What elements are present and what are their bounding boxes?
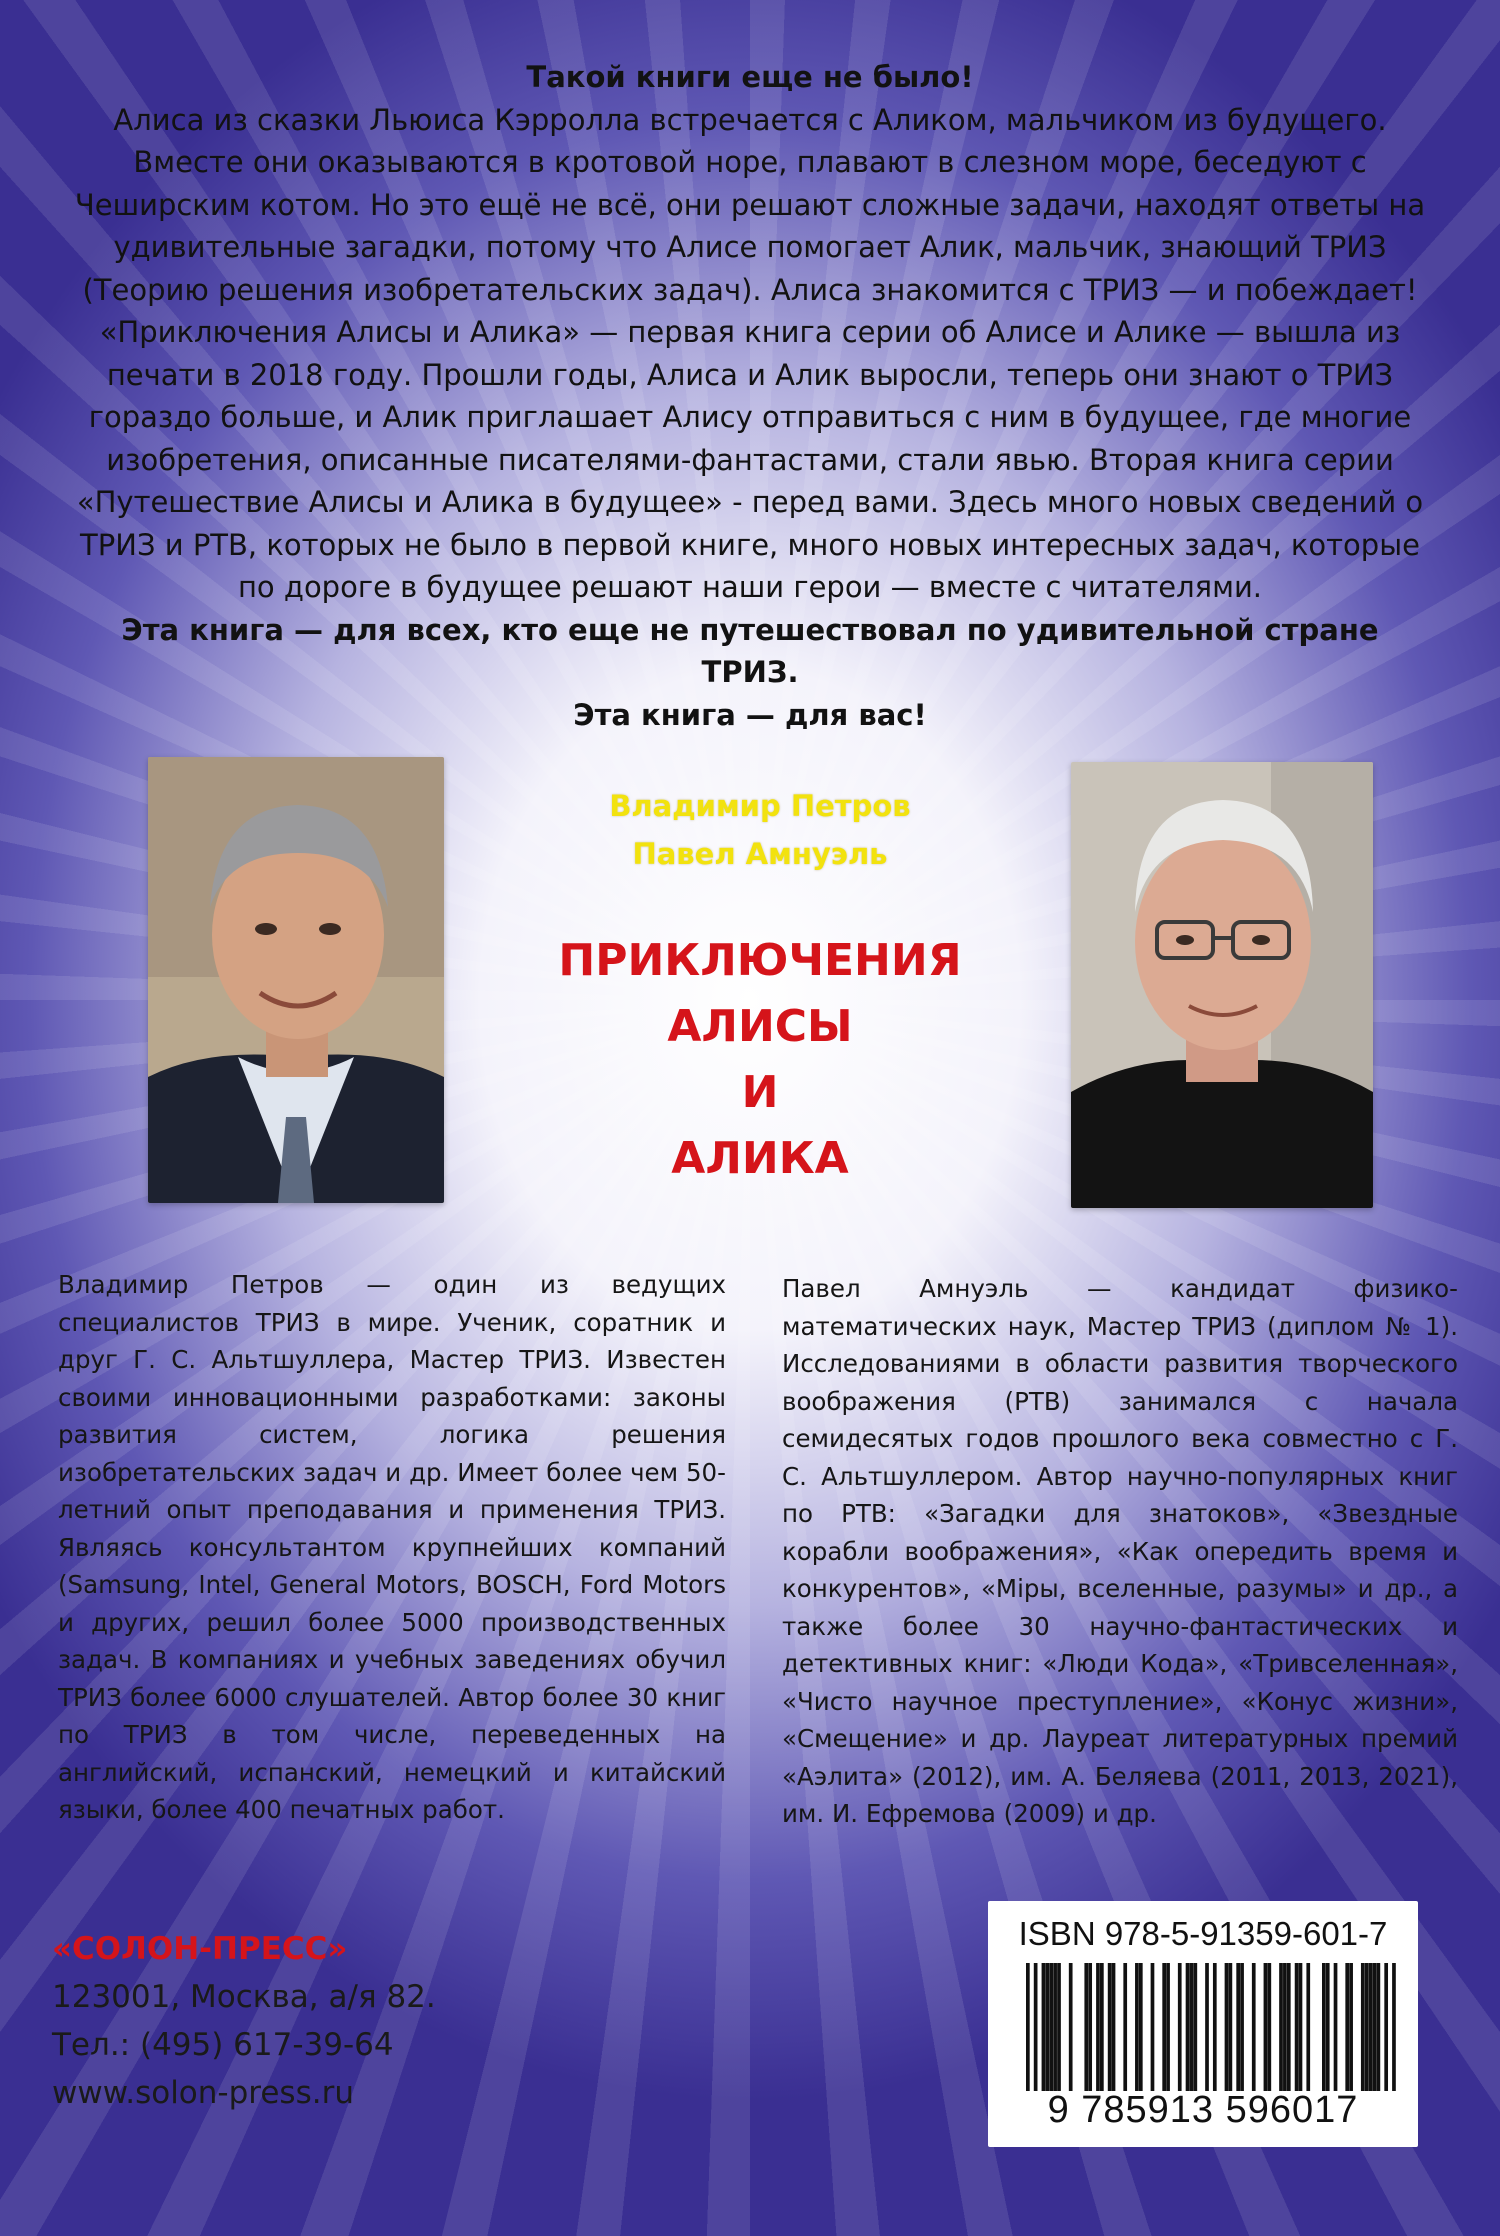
barcode-bar bbox=[1229, 1963, 1233, 2091]
barcode-bar bbox=[1377, 1963, 1381, 2091]
barcode-bar bbox=[1279, 1963, 1283, 2091]
barcode-bar bbox=[1135, 1963, 1139, 2091]
barcode-bar bbox=[1178, 1963, 1182, 2091]
authors bbox=[520, 782, 1000, 878]
author-photo-petrov bbox=[148, 757, 444, 1203]
barcode-bar bbox=[1345, 1963, 1349, 2091]
barcode-bar bbox=[1283, 1963, 1287, 2091]
barcode-bar bbox=[1267, 1963, 1271, 2091]
barcode-bar bbox=[1225, 1963, 1229, 2091]
author-bio-amnuel bbox=[782, 1270, 1458, 1833]
barcode-bar bbox=[1240, 1963, 1244, 2091]
barcode-bar bbox=[1264, 1963, 1268, 2091]
barcode-bar bbox=[1088, 1963, 1092, 2091]
publisher-name: «СОЛОН-ПРЕСС» bbox=[52, 1931, 348, 1967]
barcode-bar bbox=[1026, 1963, 1030, 2091]
barcode-bar bbox=[1299, 1963, 1303, 2091]
barcode-bar bbox=[1042, 1963, 1046, 2091]
barcode-bar bbox=[1306, 1963, 1310, 2091]
barcode-bar bbox=[1069, 1963, 1073, 2091]
bio-text: Владимир Петров — один из ведущих специалистов ТРИЗ в мире. Ученик, соратник и друг Г. С. Альтшуллера, Мастер ТРИЗ. Известен своими инновационными разработками: законы развития систем, логика решения изобретательских задач и др. Имеет более чем 50-летний опыт преподавания и применения ТРИЗ. Являясь консультантом крупнейших компаний (Samsung, Intel, General Motors, BOSCH, Ford Motors и других, решил более 5000 производственных задач. В компаниях и учебных заведениях обучил ТРИЗ более 6000 слушателей. Автор более 30 книг по ТРИЗ в том числе, переведенных на английский, испанский, немецкий и китайский языки, более 400 печатных работ. bbox=[58, 1270, 726, 1824]
author-name: Павел Амнуэль bbox=[632, 837, 888, 871]
title-line: ПРИКЛЮЧЕНИЯ bbox=[558, 935, 962, 986]
barcode-bar bbox=[1096, 1963, 1100, 2091]
book-title bbox=[490, 928, 1030, 1192]
title-line: АЛИКА bbox=[671, 1133, 849, 1184]
barcode-bar bbox=[1034, 1963, 1038, 2091]
barcode-bar bbox=[1236, 1963, 1240, 2091]
barcode-bar bbox=[1392, 1963, 1396, 2091]
title-line: АЛИСЫ bbox=[667, 1001, 853, 1052]
author-photo-amnuel bbox=[1071, 762, 1373, 1208]
barcode-bar bbox=[1100, 1963, 1104, 2091]
barcode-bar bbox=[1049, 1963, 1053, 2091]
barcode-bar bbox=[1045, 1963, 1049, 2091]
publisher-website: www.solon-press.ru bbox=[52, 2075, 354, 2111]
barcode-bar bbox=[1166, 1963, 1170, 2091]
barcode-bar bbox=[1252, 1963, 1256, 2091]
barcode-bar bbox=[1057, 1963, 1061, 2091]
barcode-bar bbox=[1365, 1963, 1369, 2091]
barcode-bar bbox=[1186, 1963, 1190, 2091]
barcode-bar bbox=[1322, 1963, 1326, 2091]
barcode-bar bbox=[1295, 1963, 1299, 2091]
bio-text: Павел Амнуэль — кандидат физико-математических наук, Мастер ТРИЗ (диплом № 1). Исследованиями в области развития творческого воображения (РТВ) занимался с начала семидесятых годов прошлого века совместно с Г. С. Альтшуллером. Автор научно-популярных книг по РТВ: «Загадки для знатоков», «Звездные корабли воображения», «Как опередить время и конкурентов», «Міры, вселенные, разумы» и др., а также более 30 научно-фантастических и детективных книг: «Люди Кода», «Тривселенная», «Чисто научное преступление», «Конус жизни», «Смещение» и др. Лауреат литературных премий «Аэлита» (2012), им. А. Беляева (2011, 2013, 2021), им. И. Ефремова (2009) и др. bbox=[782, 1274, 1458, 1828]
publisher-phone: Тел.: (495) 617-39-64 bbox=[52, 2027, 394, 2063]
title-line: И bbox=[741, 1067, 779, 1118]
barcode-bar bbox=[1108, 1963, 1112, 2091]
barcode-bar bbox=[1162, 1963, 1166, 2091]
barcode-digits: 9 785913 596017 bbox=[1047, 2089, 1359, 2131]
barcode-bar bbox=[1369, 1963, 1373, 2091]
barcode-bar bbox=[1361, 1963, 1365, 2091]
barcode-bar bbox=[1384, 1963, 1388, 2091]
barcode-bar bbox=[1349, 1963, 1353, 2091]
blurb-paragraph: «Приключения Алисы и Алика» — первая книга серии об Алисе и Алике — вышла из печати в 2018 году. Прошли годы, Алиса и Алик выросли, теперь они знают о ТРИЗ гораздо больше, и Алик приглашает Алису отправиться с ним в будущее, где многие изобретения, описанные писателями-фантастами, стали явью. Вторая книга серии «Путешествие Алисы и Алика в будущее» - перед вами. Здесь много новых сведений о ТРИЗ и РТВ, которых не было в первой книге, много новых интересных задач, которые по дороге в будущее решают наши герои — вместе с читателями. bbox=[76, 315, 1424, 604]
author-bio-petrov bbox=[58, 1266, 726, 1829]
barcode-bar bbox=[1084, 1963, 1088, 2091]
barcode-bar bbox=[1326, 1963, 1330, 2091]
barcode-bar bbox=[1151, 1963, 1155, 2091]
isbn-box bbox=[988, 1901, 1418, 2147]
barcode-bar bbox=[1053, 1963, 1057, 2091]
blurb bbox=[70, 56, 1430, 736]
barcode-bar bbox=[1123, 1963, 1127, 2091]
barcode-bar bbox=[1334, 1963, 1338, 2091]
blurb-headline: Такой книги еще не было! bbox=[526, 60, 974, 94]
barcode-icon bbox=[1026, 1963, 1396, 2091]
blurb-paragraph: Алиса из сказки Льюиса Кэрролла встречается с Аликом, мальчиком из будущего. Вместе они оказываются в кротовой норе, плавают в слезном море, беседуют с Чеширским котом. Но это ещё не всё, они решают сложные задачи, находят ответы на удивительные загадки, потому что Алисе помогает Алик, мальчик, знающий ТРИЗ (Теорию решения изобретательских задач). Алиса знакомится с ТРИЗ — и побеждает! bbox=[74, 102, 1426, 307]
isbn-label: ISBN 978-5-91359-601-7 bbox=[1018, 1915, 1388, 1952]
blurb-closing: Эта книга — для вас! bbox=[573, 697, 927, 732]
publisher-info bbox=[52, 1925, 652, 2117]
barcode-bar bbox=[1190, 1963, 1194, 2091]
barcode-bar bbox=[1287, 1963, 1291, 2091]
barcode-bar bbox=[1373, 1963, 1377, 2091]
publisher-address: 123001, Москва, а/я 82. bbox=[52, 1979, 436, 2015]
barcode-bar bbox=[1193, 1963, 1197, 2091]
author-name: Владимир Петров bbox=[609, 789, 911, 823]
barcode-bar bbox=[1139, 1963, 1143, 2091]
blurb-closing: Эта книга — для всех, кто еще не путешествовал по удивительной стране ТРИЗ. bbox=[121, 612, 1379, 689]
barcode-bar bbox=[1205, 1963, 1209, 2091]
barcode-bar bbox=[1213, 1963, 1217, 2091]
barcode-bar bbox=[1112, 1963, 1116, 2091]
